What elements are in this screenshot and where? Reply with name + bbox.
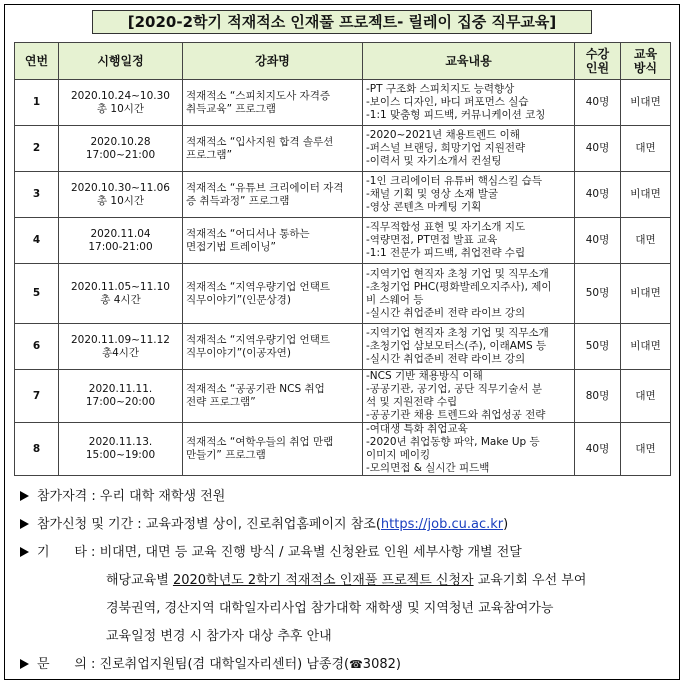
document-title: [2020-2학기 적재적소 인재풀 프로젝트- 릴레이 집중 직무교육]	[92, 10, 592, 34]
row-schedule: 2020.10.28 17:00~21:00	[59, 126, 183, 172]
row-capacity: 40명	[575, 423, 621, 476]
table-row	[15, 80, 671, 126]
note-contact: 문 의 : 진로취업지원팀(겸 대학일자리센터) 남종경(☎3082)	[20, 654, 401, 676]
row-method: 비대면	[621, 172, 671, 218]
header-course: 강좌명	[183, 43, 363, 80]
note-qualification: 참가자격 : 우리 대학 재학생 전원	[20, 486, 225, 508]
header-no: 연번	[15, 43, 59, 80]
row-content: -PT 구조화 스피치지도 능력향상 -보이스 디자인, 바디 퍼포먼스 실습 -1:1 맞춤형 피드백, 커뮤니케이션 코칭	[363, 80, 575, 126]
row-method: 대면	[621, 423, 671, 476]
row-schedule: 2020.10.24~10.30 총 10시간	[59, 80, 183, 126]
row-schedule: 2020.11.05~11.10 총 4시간	[59, 264, 183, 324]
triangle-bullet-icon	[20, 519, 29, 529]
header-count: 수강 인원	[575, 43, 621, 80]
row-capacity: 80명	[575, 370, 621, 423]
note-etc-line4: 교육일정 변경 시 참가자 대상 추후 안내	[106, 629, 332, 644]
phone-icon: ☎	[349, 658, 363, 671]
row-number: 6	[15, 324, 59, 370]
row-schedule: 2020.10.30~11.06 총 10시간	[59, 172, 183, 218]
row-course-name: 적재적소 “지역우량기업 언택트 직무이야기”(인문상경)	[183, 264, 363, 324]
table-row	[15, 126, 671, 172]
row-number: 5	[15, 264, 59, 324]
header-method: 교육 방식	[621, 43, 671, 80]
note-apply: 참가신청 및 기간 : 교육과정별 상이, 진로취업홈페이지 참조(https://job.cu.ac.kr)	[20, 514, 508, 536]
row-method: 대면	[621, 370, 671, 423]
note-etc: 기 타 : 비대면, 대면 등 교육 진행 방식 / 교육별 신청완료 인원 세부사항 개별 전달	[20, 542, 522, 564]
row-schedule: 2020.11.13. 15:00~19:00	[59, 423, 183, 476]
row-course-name: 적재적소 “스피치지도사 자격증 취득교육” 프로그램	[183, 80, 363, 126]
row-content: -2020~2021년 채용트렌드 이해 -퍼스널 브랜딩, 희망기업 지원전략 -이력서 및 자기소개서 컨설팅	[363, 126, 575, 172]
row-schedule: 2020.11.09~11.12 총4시간	[59, 324, 183, 370]
row-content: -직무적합성 표현 및 자기소개 지도 -역량면접, PT면접 발표 교육 -1:1 전문가 피드백, 취업전략 수립	[363, 218, 575, 264]
triangle-bullet-icon	[20, 491, 29, 501]
row-capacity: 40명	[575, 218, 621, 264]
row-method: 비대면	[621, 324, 671, 370]
triangle-bullet-icon	[20, 659, 29, 669]
row-number: 2	[15, 126, 59, 172]
row-course-name: 적재적소 “지역우량기업 언택트 직무이야기”(이공자연)	[183, 324, 363, 370]
row-capacity: 50명	[575, 324, 621, 370]
row-content: -지역기업 현직자 초청 기업 및 직무소개 -초청기업 PHC(평화발레오지주사), 제이 비 스웨어 등 -실시간 취업준비 전략 라이브 강의	[363, 264, 575, 324]
table-row	[15, 264, 671, 324]
header-date: 시행일정	[59, 43, 183, 80]
table-row	[15, 172, 671, 218]
note-etc-line2: 해당교육별 2020학년도 2학기 적재적소 인재풀 프로젝트 신청자 교육기회 우선 부여	[106, 573, 587, 588]
table-header-row	[15, 43, 671, 80]
row-content: -NCS 기반 채용방식 이해 -공공기관, 공기업, 공단 직무기술서 분 석 및 지원전략 수립 -공공기관 채용 트렌드와 취업성공 전략	[363, 370, 575, 423]
note-etc-line3: 경북권역, 경산지역 대학일자리사업 참가대학 재학생 및 지역청년 교육참여가능	[106, 601, 554, 616]
row-course-name: 적재적소 “공공기관 NCS 취업 전략 프로그램”	[183, 370, 363, 423]
row-capacity: 50명	[575, 264, 621, 324]
table-row	[15, 423, 671, 476]
row-method: 비대면	[621, 80, 671, 126]
row-capacity: 40명	[575, 172, 621, 218]
row-content: -지역기업 현직자 초청 기업 및 직무소개 -초청기업 삼보모터스(주), 이래AMS 등 -실시간 취업준비 전략 라이브 강의	[363, 324, 575, 370]
table-row	[15, 324, 671, 370]
job-site-link[interactable]: https://job.cu.ac.kr	[380, 517, 504, 532]
table-row	[15, 370, 671, 423]
row-content: -여대생 특화 취업교육 -2020년 취업동향 파악, Make Up 등 이미지 메이킹 -모의면접 & 실시간 피드백	[363, 423, 575, 476]
triangle-bullet-icon	[20, 547, 29, 557]
row-method: 비대면	[621, 264, 671, 324]
row-capacity: 40명	[575, 80, 621, 126]
row-course-name: 적재적소 “유튜브 크리에이터 자격 증 취득과정” 프로그램	[183, 172, 363, 218]
row-method: 대면	[621, 218, 671, 264]
row-number: 7	[15, 370, 59, 423]
table-row	[15, 218, 671, 264]
row-number: 8	[15, 423, 59, 476]
row-number: 1	[15, 80, 59, 126]
row-number: 3	[15, 172, 59, 218]
row-schedule: 2020.11.04 17:00-21:00	[59, 218, 183, 264]
row-course-name: 적재적소 “어디서나 통하는 면접기법 트레이닝”	[183, 218, 363, 264]
row-schedule: 2020.11.11. 17:00~20:00	[59, 370, 183, 423]
row-course-name: 적재적소 “입사지원 합격 솔루션 프로그램”	[183, 126, 363, 172]
row-content: -1인 크리에이터 유튜버 핵심스킬 습득 -채널 기획 및 영상 소재 발굴 -영상 콘텐츠 마케팅 기획	[363, 172, 575, 218]
schedule-table	[14, 42, 671, 476]
row-capacity: 40명	[575, 126, 621, 172]
row-method: 대면	[621, 126, 671, 172]
row-course-name: 적재적소 “여학우들의 취업 만랩 만들기” 프로그램	[183, 423, 363, 476]
header-content: 교육내용	[363, 43, 575, 80]
row-number: 4	[15, 218, 59, 264]
